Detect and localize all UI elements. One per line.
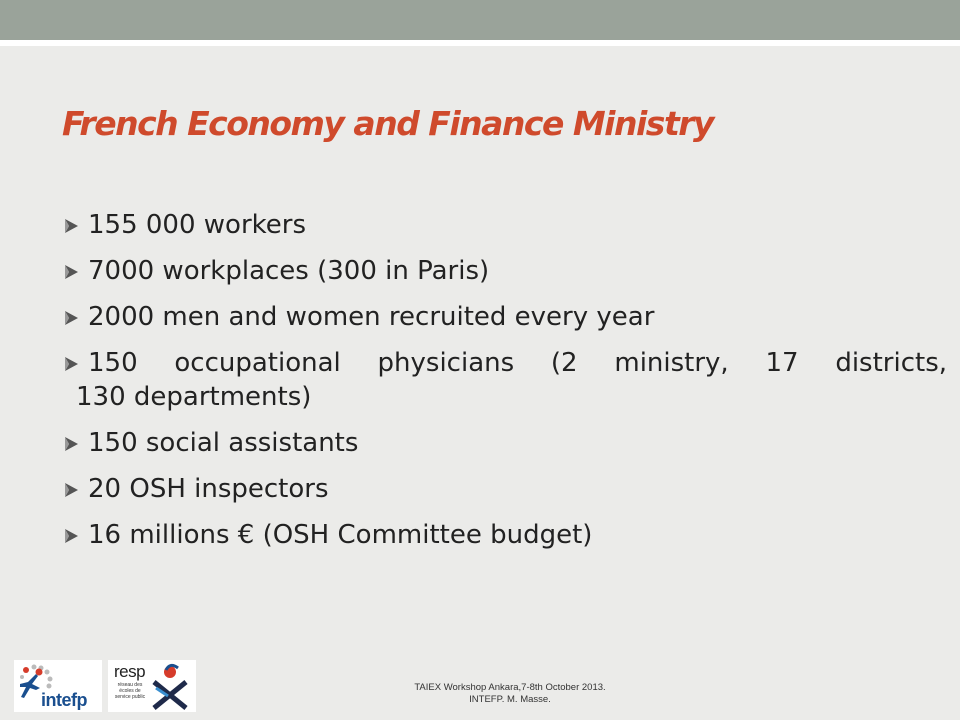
bullet-item [62,254,947,288]
resp-logo [108,660,196,712]
bullet-text: 20 OSH inspectors [88,474,329,504]
bullet-item [62,300,947,334]
intefp-logo [14,660,102,712]
bullet-text: 16 millions € (OSH Committee budget) [88,520,593,550]
bullet-text: 2000 men and women recruited every year [88,302,655,332]
bullet-item [62,426,947,460]
resp-logo-text: resp [114,662,146,681]
bullet-text-continuation: 130 departments) [76,382,312,412]
arrow-bullet-icon [62,527,82,545]
bullet-text: 7000 workplaces (300 in Paris) [88,256,490,286]
bullet-text: 155 000 workers [88,210,307,240]
bullet-text: 150 occupational physicians (2 ministry, 17 districts, [88,348,947,378]
bullet-item [62,518,947,552]
logo-strip [14,660,196,712]
footer-line-2: INTEFP. M. Masse. [469,694,551,705]
arrow-bullet-icon [62,355,82,373]
footer-line-1: TAIEX Workshop Ankara,7-8th October 2013. [414,682,606,693]
bullet-item [62,472,947,506]
arrow-bullet-icon [62,481,82,499]
bullet-item [62,208,947,242]
intefp-logo-text: intefp [41,690,87,710]
arrow-bullet-icon [62,435,82,453]
resp-logo-subtitle: réseau des écoles de service public [114,682,146,700]
bullet-text: 150 social assistants [88,428,359,458]
slide-title: French Economy and Finance Ministry [62,104,714,143]
footer-note [360,682,660,706]
bullet-item [62,346,947,414]
arrow-bullet-icon [62,217,82,235]
arrow-bullet-icon [62,309,82,327]
top-banner [0,0,960,40]
arrow-bullet-icon [62,263,82,281]
banner-divider [0,40,960,46]
bullet-list [62,208,947,564]
